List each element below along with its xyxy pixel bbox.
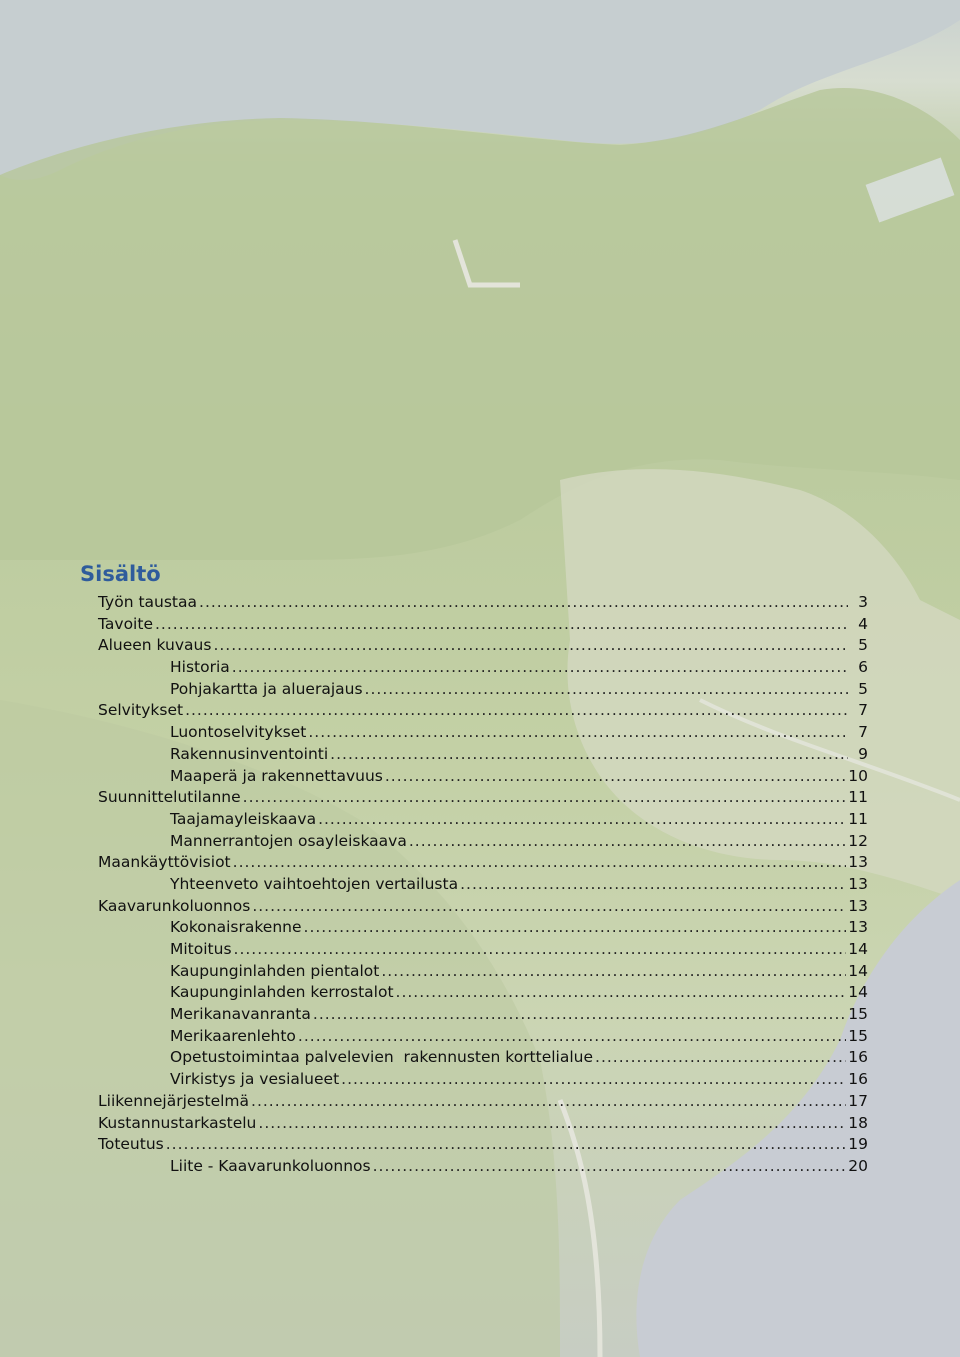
toc-entry[interactable] — [98, 1134, 868, 1156]
toc-entry[interactable] — [170, 982, 868, 1004]
toc-entry-title: Maankäyttövisiot — [98, 853, 231, 872]
toc-leader-dots — [233, 852, 847, 874]
toc-entry-page: 13 — [848, 918, 868, 937]
toc-entry[interactable] — [170, 744, 868, 766]
toc-entry-page: 4 — [858, 614, 868, 633]
toc-entry-title: Merikanavanranta — [170, 1005, 311, 1024]
toc-entry-title: Luontoselvitykset — [170, 723, 307, 742]
toc-leader-dots — [213, 635, 848, 657]
toc-entry-page: 18 — [848, 1113, 868, 1132]
toc-entry-title: Mitoitus — [170, 940, 232, 958]
table-of-contents — [80, 562, 880, 1178]
toc-entry-page: 19 — [848, 1135, 868, 1154]
toc-entry-page: 5 — [858, 636, 868, 655]
toc-entry[interactable] — [98, 592, 868, 614]
toc-entry-title: Liite - Kaavarunkoluonnos — [170, 1156, 371, 1175]
toc-leader-dots — [365, 679, 848, 701]
toc-entry-title: Taajamayleiskaava — [170, 809, 317, 828]
toc-entry-title: Kaupunginlahden pientalot — [170, 961, 380, 980]
toc-leader-dots — [409, 831, 846, 853]
toc-leader-dots — [243, 787, 847, 809]
toc-leader-dots — [166, 1134, 847, 1156]
toc-leader-dots — [341, 1069, 846, 1091]
toc-entry-title: Kaupunginlahden kerrostalot — [170, 983, 394, 1002]
toc-leader-dots — [318, 809, 846, 831]
toc-leader-dots — [304, 917, 847, 939]
toc-entry-title: Tavoite — [98, 614, 153, 633]
toc-entry[interactable] — [170, 679, 868, 701]
toc-entry-page: 6 — [858, 658, 868, 677]
toc-entry-title: Kaavarunkoluonnos — [98, 896, 251, 915]
toc-entry[interactable] — [170, 1047, 868, 1069]
toc-entry-page: 7 — [858, 723, 868, 742]
toc-entry-title: Työn taustaa — [98, 593, 198, 611]
toc-title: Sisältö — [80, 562, 161, 586]
toc-entry-page: 14 — [848, 961, 868, 980]
toc-entry-title: Alueen kuvaus — [98, 636, 212, 655]
toc-entry[interactable] — [170, 874, 868, 896]
toc-entry[interactable] — [170, 1156, 868, 1178]
toc-entry-title: Kustannustarkastelu — [98, 1113, 257, 1132]
toc-list — [80, 592, 880, 1178]
toc-entry[interactable] — [170, 766, 868, 788]
toc-leader-dots — [373, 1156, 847, 1178]
toc-entry-title: Yhteenveto vaihtoehtojen vertailusta — [170, 874, 459, 893]
toc-entry-page: 17 — [848, 1091, 868, 1110]
toc-entry-page: 11 — [848, 809, 868, 828]
toc-entry-page: 13 — [848, 853, 868, 872]
toc-entry-page: 9 — [858, 744, 868, 763]
toc-leader-dots — [185, 700, 848, 722]
toc-entry[interactable] — [170, 657, 868, 679]
toc-entry-title: Selvitykset — [98, 701, 184, 720]
toc-entry-page: 15 — [848, 1005, 868, 1024]
toc-entry[interactable] — [170, 831, 868, 853]
toc-entry[interactable] — [98, 700, 868, 722]
toc-leader-dots — [385, 766, 846, 788]
toc-leader-dots — [381, 961, 846, 983]
toc-leader-dots — [330, 744, 848, 766]
toc-leader-dots — [460, 874, 846, 896]
toc-leader-dots — [252, 896, 846, 918]
toc-leader-dots — [199, 592, 848, 614]
toc-entry-page: 20 — [848, 1156, 868, 1175]
toc-leader-dots — [258, 1113, 846, 1135]
toc-leader-dots — [298, 1026, 846, 1048]
toc-leader-dots — [232, 657, 848, 679]
toc-leader-dots — [251, 1091, 846, 1113]
toc-entry[interactable] — [98, 896, 868, 918]
toc-entry[interactable] — [98, 614, 868, 636]
toc-entry[interactable] — [98, 635, 868, 657]
toc-entry-page: 12 — [848, 831, 868, 850]
toc-entry-title: Rakennusinventointi — [170, 744, 329, 763]
toc-entry[interactable] — [170, 1026, 868, 1048]
toc-entry-page: 10 — [848, 766, 868, 785]
toc-entry-page: 11 — [848, 788, 868, 807]
toc-leader-dots — [396, 982, 847, 1004]
toc-entry-page: 5 — [858, 679, 868, 698]
toc-entry-page: 3 — [858, 593, 868, 611]
toc-entry[interactable] — [170, 961, 868, 983]
toc-entry-page: 13 — [848, 896, 868, 915]
toc-entry[interactable] — [170, 1069, 868, 1091]
toc-entry[interactable] — [98, 852, 868, 874]
toc-entry-title: Opetustoimintaa palvelevien rakennusten korttelialue — [170, 1048, 594, 1067]
toc-entry-title: Mannerrantojen osayleiskaava — [170, 831, 407, 850]
toc-entry-page: 7 — [858, 701, 868, 720]
toc-entry-title: Virkistys ja vesialueet — [170, 1070, 340, 1089]
toc-entry[interactable] — [170, 722, 868, 744]
toc-leader-dots — [595, 1047, 846, 1069]
toc-leader-dots — [155, 614, 848, 636]
toc-entry-page: 16 — [848, 1048, 868, 1067]
toc-entry-title: Maaperä ja rakennettavuus — [170, 766, 383, 785]
toc-entry[interactable] — [170, 1004, 868, 1026]
toc-entry-page: 16 — [848, 1070, 868, 1089]
toc-entry[interactable] — [170, 917, 868, 939]
toc-entry-title: Toteutus — [98, 1135, 164, 1154]
toc-entry-title: Suunnittelutilanne — [98, 788, 241, 807]
toc-entry[interactable] — [170, 809, 868, 831]
toc-entry[interactable] — [98, 787, 868, 809]
toc-entry-title: Kokonaisrakenne — [170, 918, 302, 937]
toc-leader-dots — [308, 722, 848, 744]
toc-entry-page: 14 — [848, 983, 868, 1002]
toc-leader-dots — [234, 939, 847, 961]
toc-leader-dots — [313, 1004, 846, 1026]
toc-entry[interactable] — [98, 1113, 868, 1135]
toc-entry[interactable] — [170, 939, 868, 961]
toc-entry-title: Merikaarenlehto — [170, 1026, 296, 1045]
toc-entry-page: 15 — [848, 1026, 868, 1045]
toc-entry-page: 14 — [848, 940, 868, 958]
toc-entry[interactable] — [98, 1091, 868, 1113]
toc-entry-title: Liikennejärjestelmä — [98, 1091, 250, 1110]
toc-entry-title: Pohjakartta ja aluerajaus — [170, 679, 363, 698]
toc-entry-title: Historia — [170, 658, 230, 677]
toc-entry-page: 13 — [848, 874, 868, 893]
